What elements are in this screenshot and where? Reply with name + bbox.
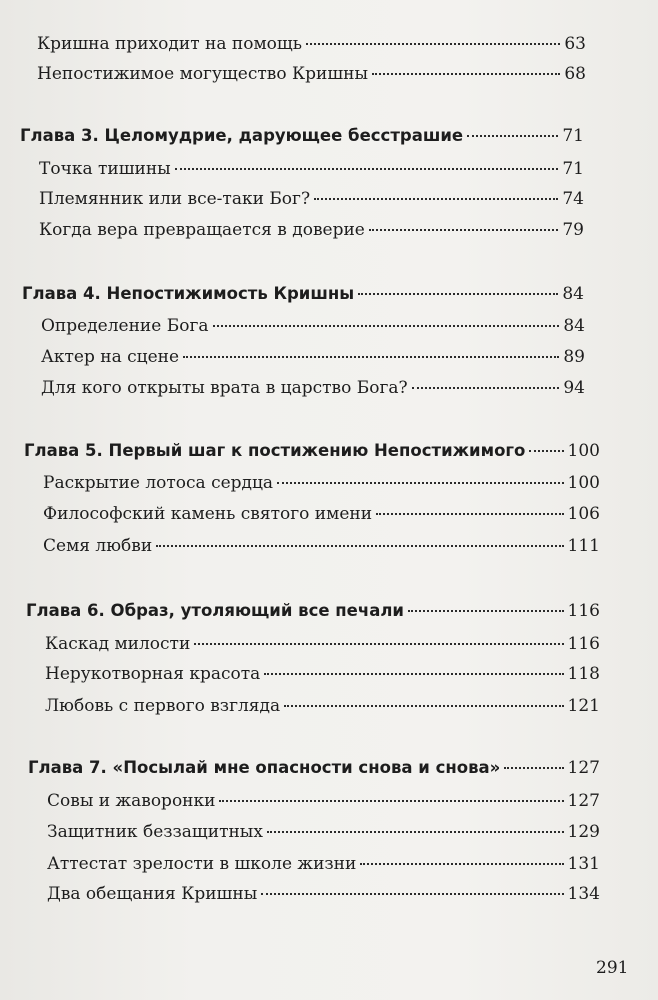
dot-leader: [376, 513, 563, 515]
toc-page-number: 74: [562, 189, 584, 209]
toc-page-number: 118: [567, 664, 600, 684]
dot-leader: [408, 610, 564, 612]
toc-section-title: Аттестат зрелости в школе жизни: [47, 854, 357, 874]
dot-leader: [277, 482, 563, 484]
toc-section-entry: [45, 664, 600, 684]
toc-section-title: Каскад милости: [45, 634, 191, 654]
dot-leader: [358, 293, 558, 295]
toc-section-title: Раскрытие лотоса сердца: [43, 473, 274, 493]
toc-chapter-title: Глава 6. Образ, утоляющий все печали: [26, 601, 404, 620]
toc-page-number: 71: [562, 159, 584, 179]
toc-chapter-title: Глава 4. Непостижимость Кришны: [22, 284, 355, 303]
toc-section-title: Племянник или все-таки Бог?: [39, 189, 311, 209]
dot-leader: [314, 198, 558, 200]
toc-section-entry: [43, 536, 600, 556]
toc-section-title: Совы и жаворонки: [47, 791, 216, 811]
dot-leader: [467, 135, 558, 137]
toc-section-title: Защитник беззащитных: [47, 822, 263, 842]
toc-section-title: Определение Бога: [41, 316, 209, 336]
toc-section-title: Когда вера превращается в доверие: [39, 220, 365, 240]
toc-section-entry: [47, 884, 600, 904]
toc-section-title: Кришна приходит на помощь: [37, 34, 302, 54]
dot-leader: [219, 800, 563, 802]
toc-page-number: 84: [562, 284, 584, 304]
dot-leader: [267, 831, 564, 833]
toc-section-entry: [43, 504, 600, 524]
toc-page-number: 106: [567, 504, 600, 524]
dot-leader: [175, 168, 559, 170]
toc-section-entry: [39, 159, 584, 179]
toc-page-number: 63: [564, 34, 586, 54]
dot-leader: [156, 545, 563, 547]
toc-section-entry: [47, 791, 600, 811]
toc-section-title: Непостижимое могущество Кришны: [37, 64, 369, 84]
toc-section-entry: [37, 34, 586, 54]
toc-page-number: 79: [562, 220, 584, 240]
toc-chapter-entry: [20, 126, 584, 146]
toc-section-title: Два обещания Кришны: [47, 884, 258, 904]
toc-section-entry: [47, 822, 600, 842]
toc-chapter-entry: [26, 601, 600, 621]
toc-chapter-entry: [22, 284, 584, 304]
toc-section-title: Нерукотворная красота: [45, 664, 261, 684]
toc-section-entry: [45, 634, 600, 654]
dot-leader: [261, 893, 563, 895]
toc-section-title: Философский камень святого имени: [43, 504, 373, 524]
toc-page-number: 71: [562, 126, 584, 146]
toc-section-entry: [45, 696, 600, 716]
toc-section-title: Любовь с первого взгляда: [45, 696, 281, 716]
toc-page-number: 129: [567, 822, 600, 842]
toc-section-entry: [39, 189, 584, 209]
dot-leader: [194, 643, 563, 645]
dot-leader: [372, 73, 560, 75]
toc-section-entry: [37, 64, 586, 84]
toc-chapter-entry: [28, 758, 600, 778]
dot-leader: [360, 863, 563, 865]
dot-leader: [529, 450, 563, 452]
toc-section-title: Актер на сцене: [41, 347, 180, 367]
toc-section-entry: [43, 473, 600, 493]
toc-chapter-entry: [24, 441, 600, 461]
toc-section-entry: [41, 316, 585, 336]
dot-leader: [213, 325, 560, 327]
toc-page-number: 100: [567, 441, 600, 461]
toc-chapter-title: Глава 5. Первый шаг к постижению Непостижимого: [24, 441, 526, 460]
toc-page-number: 94: [563, 378, 585, 398]
dot-leader: [264, 673, 563, 675]
toc-section-entry: [41, 347, 585, 367]
toc-page-number: 116: [567, 634, 600, 654]
toc-page-number: 89: [563, 347, 585, 367]
toc-section-entry: [41, 378, 585, 398]
toc-section-title: Для кого открыты врата в царство Бога?: [41, 378, 408, 398]
dot-leader: [183, 356, 559, 358]
dot-leader: [504, 767, 563, 769]
toc-page-number: 134: [567, 884, 600, 904]
toc-page-number: 100: [567, 473, 600, 493]
toc-section-entry: [39, 220, 584, 240]
toc-page-number: 84: [563, 316, 585, 336]
toc-page-number: 68: [564, 64, 586, 84]
toc-page-number: 127: [567, 758, 600, 778]
dot-leader: [306, 43, 560, 45]
toc-chapter-title: Глава 3. Целомудрие, дарующее бесстрашие: [20, 126, 464, 145]
toc-page-number: 131: [567, 854, 600, 874]
toc-section-entry: [47, 854, 600, 874]
toc-chapter-title: Глава 7. «Посылай мне опасности снова и снова»: [28, 758, 501, 777]
toc-page-number: 116: [567, 601, 600, 621]
toc-section-title: Семя любви: [43, 536, 153, 556]
dot-leader: [369, 229, 559, 231]
toc-page-number: 121: [567, 696, 600, 716]
page-number: 291: [596, 958, 629, 978]
dot-leader: [284, 705, 563, 707]
toc-section-title: Точка тишины: [39, 159, 171, 179]
dot-leader: [412, 387, 560, 389]
toc-page-number: 127: [567, 791, 600, 811]
toc-page-number: 111: [567, 536, 600, 556]
